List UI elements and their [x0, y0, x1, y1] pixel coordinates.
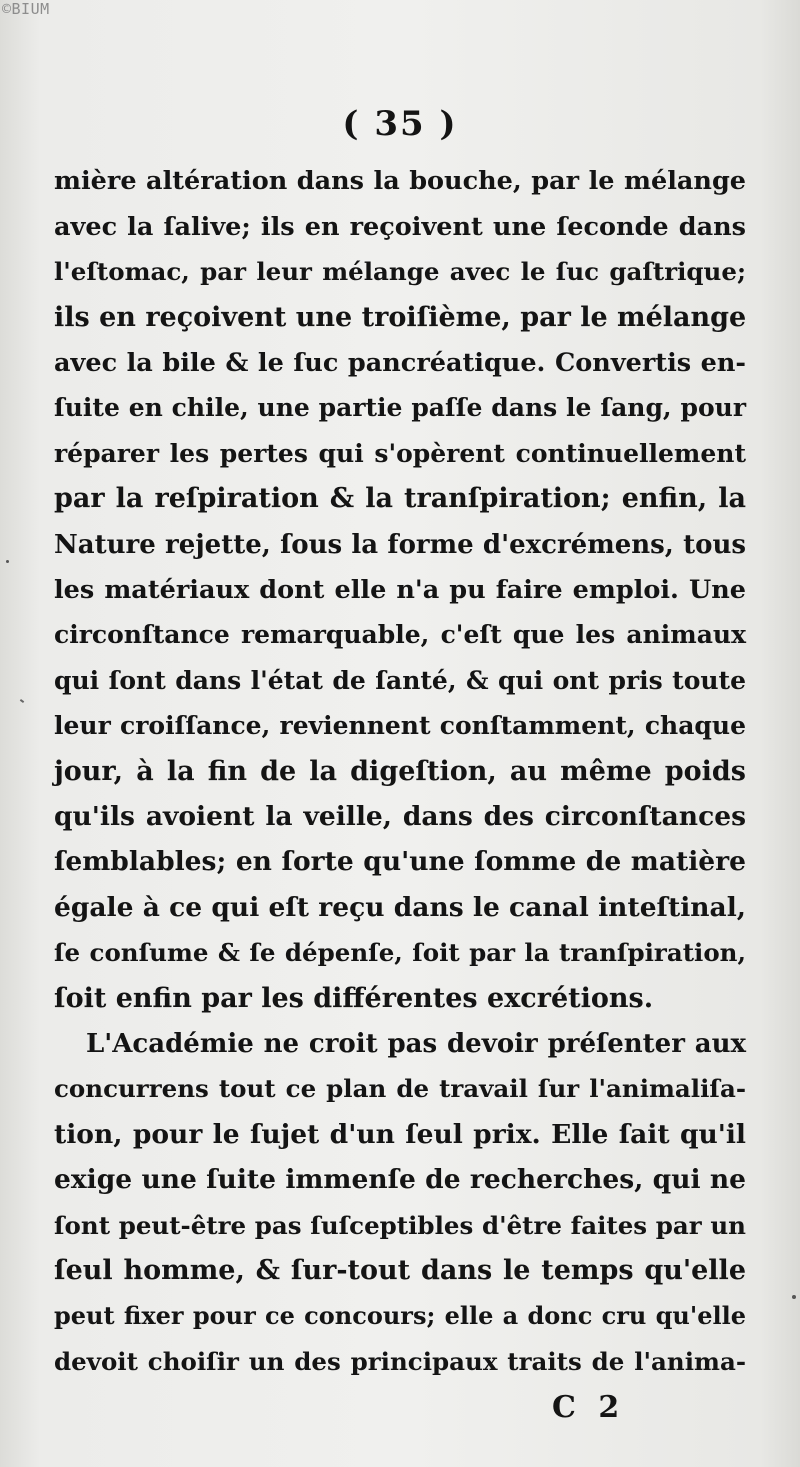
- text-line: Nature rejette, ſous la forme d'excrémens, tous: [54, 530, 746, 560]
- text-line: ſuite en chile, une partie paſſe dans le ſang, pour: [54, 393, 746, 422]
- text-line: tion, pour le ſujet d'un ſeul prix. Elle ſait qu'il: [54, 1119, 746, 1150]
- text-line: par la reſpiration & la tranſpiration; enfin, la: [54, 483, 746, 514]
- text-line: l'eſtomac, par leur mélange avec le ſuc gaſtrique;: [54, 257, 746, 286]
- text-line: ils en reçoivent une troiſième, par le mélange: [54, 302, 747, 333]
- text-line: avec la ſalive; ils en reçoivent une ſeconde dans: [54, 212, 746, 242]
- text-line: égale à ce qui eſt reçu dans le canal inteſtinal,: [54, 892, 746, 923]
- text-line: ſoit enfin par les différentes excrétions.: [54, 983, 654, 1014]
- text-line: réparer les pertes qui s'opèrent continuellement: [54, 439, 746, 468]
- text-line: mière altération dans la bouche, par le mélange: [54, 166, 746, 196]
- text-line: ſemblables; en ſorte qu'une ſomme de matière: [54, 846, 746, 877]
- text-line: jour, à la fin de la digeſtion, au même poids: [54, 756, 746, 787]
- ink-speck: [792, 1295, 796, 1299]
- page-number: ( 35 ): [342, 104, 458, 144]
- text-line: circonſtance remarquable, c'eſt que les animaux: [54, 620, 746, 649]
- text-line: devoit choiſir un des principaux traits de l'anima-: [54, 1347, 746, 1376]
- text-line: concurrens tout ce plan de travail ſur l'animaliſa-: [54, 1074, 746, 1103]
- text-line: ſeul homme, & ſur-tout dans le temps qu'elle: [54, 1255, 746, 1286]
- text-line: qui ſont dans l'état de ſanté, & qui ont pris toute: [54, 666, 746, 695]
- text-line: qu'ils avoient la veille, dans des circonſtances: [54, 801, 746, 832]
- text-line: peut fixer pour ce concours; elle a donc cru qu'elle: [54, 1301, 746, 1330]
- text-line: les matériaux dont elle n'a pu faire emploi. Une: [54, 575, 746, 605]
- text-line: L'Académie ne croit pas devoir préſenter aux: [86, 1029, 746, 1059]
- ink-speck: [20, 699, 24, 703]
- text-line: leur croiſſance, reviennent conſtamment, chaque: [54, 711, 746, 740]
- text-line: exige une ſuite immenſe de recherches, qui ne: [54, 1164, 746, 1195]
- signature-mark: C 2: [552, 1390, 626, 1425]
- ink-speck: [6, 560, 9, 563]
- watermark: ©BIUM: [2, 0, 50, 18]
- text-line: ſont peut-être pas ſuſceptibles d'être faites par un: [54, 1211, 746, 1240]
- text-line: avec la bile & le ſuc pancréatique. Convertis en-: [54, 348, 746, 378]
- text-line: ſe conſume & ſe dépenſe, ſoit par la tranſpiration,: [54, 938, 746, 967]
